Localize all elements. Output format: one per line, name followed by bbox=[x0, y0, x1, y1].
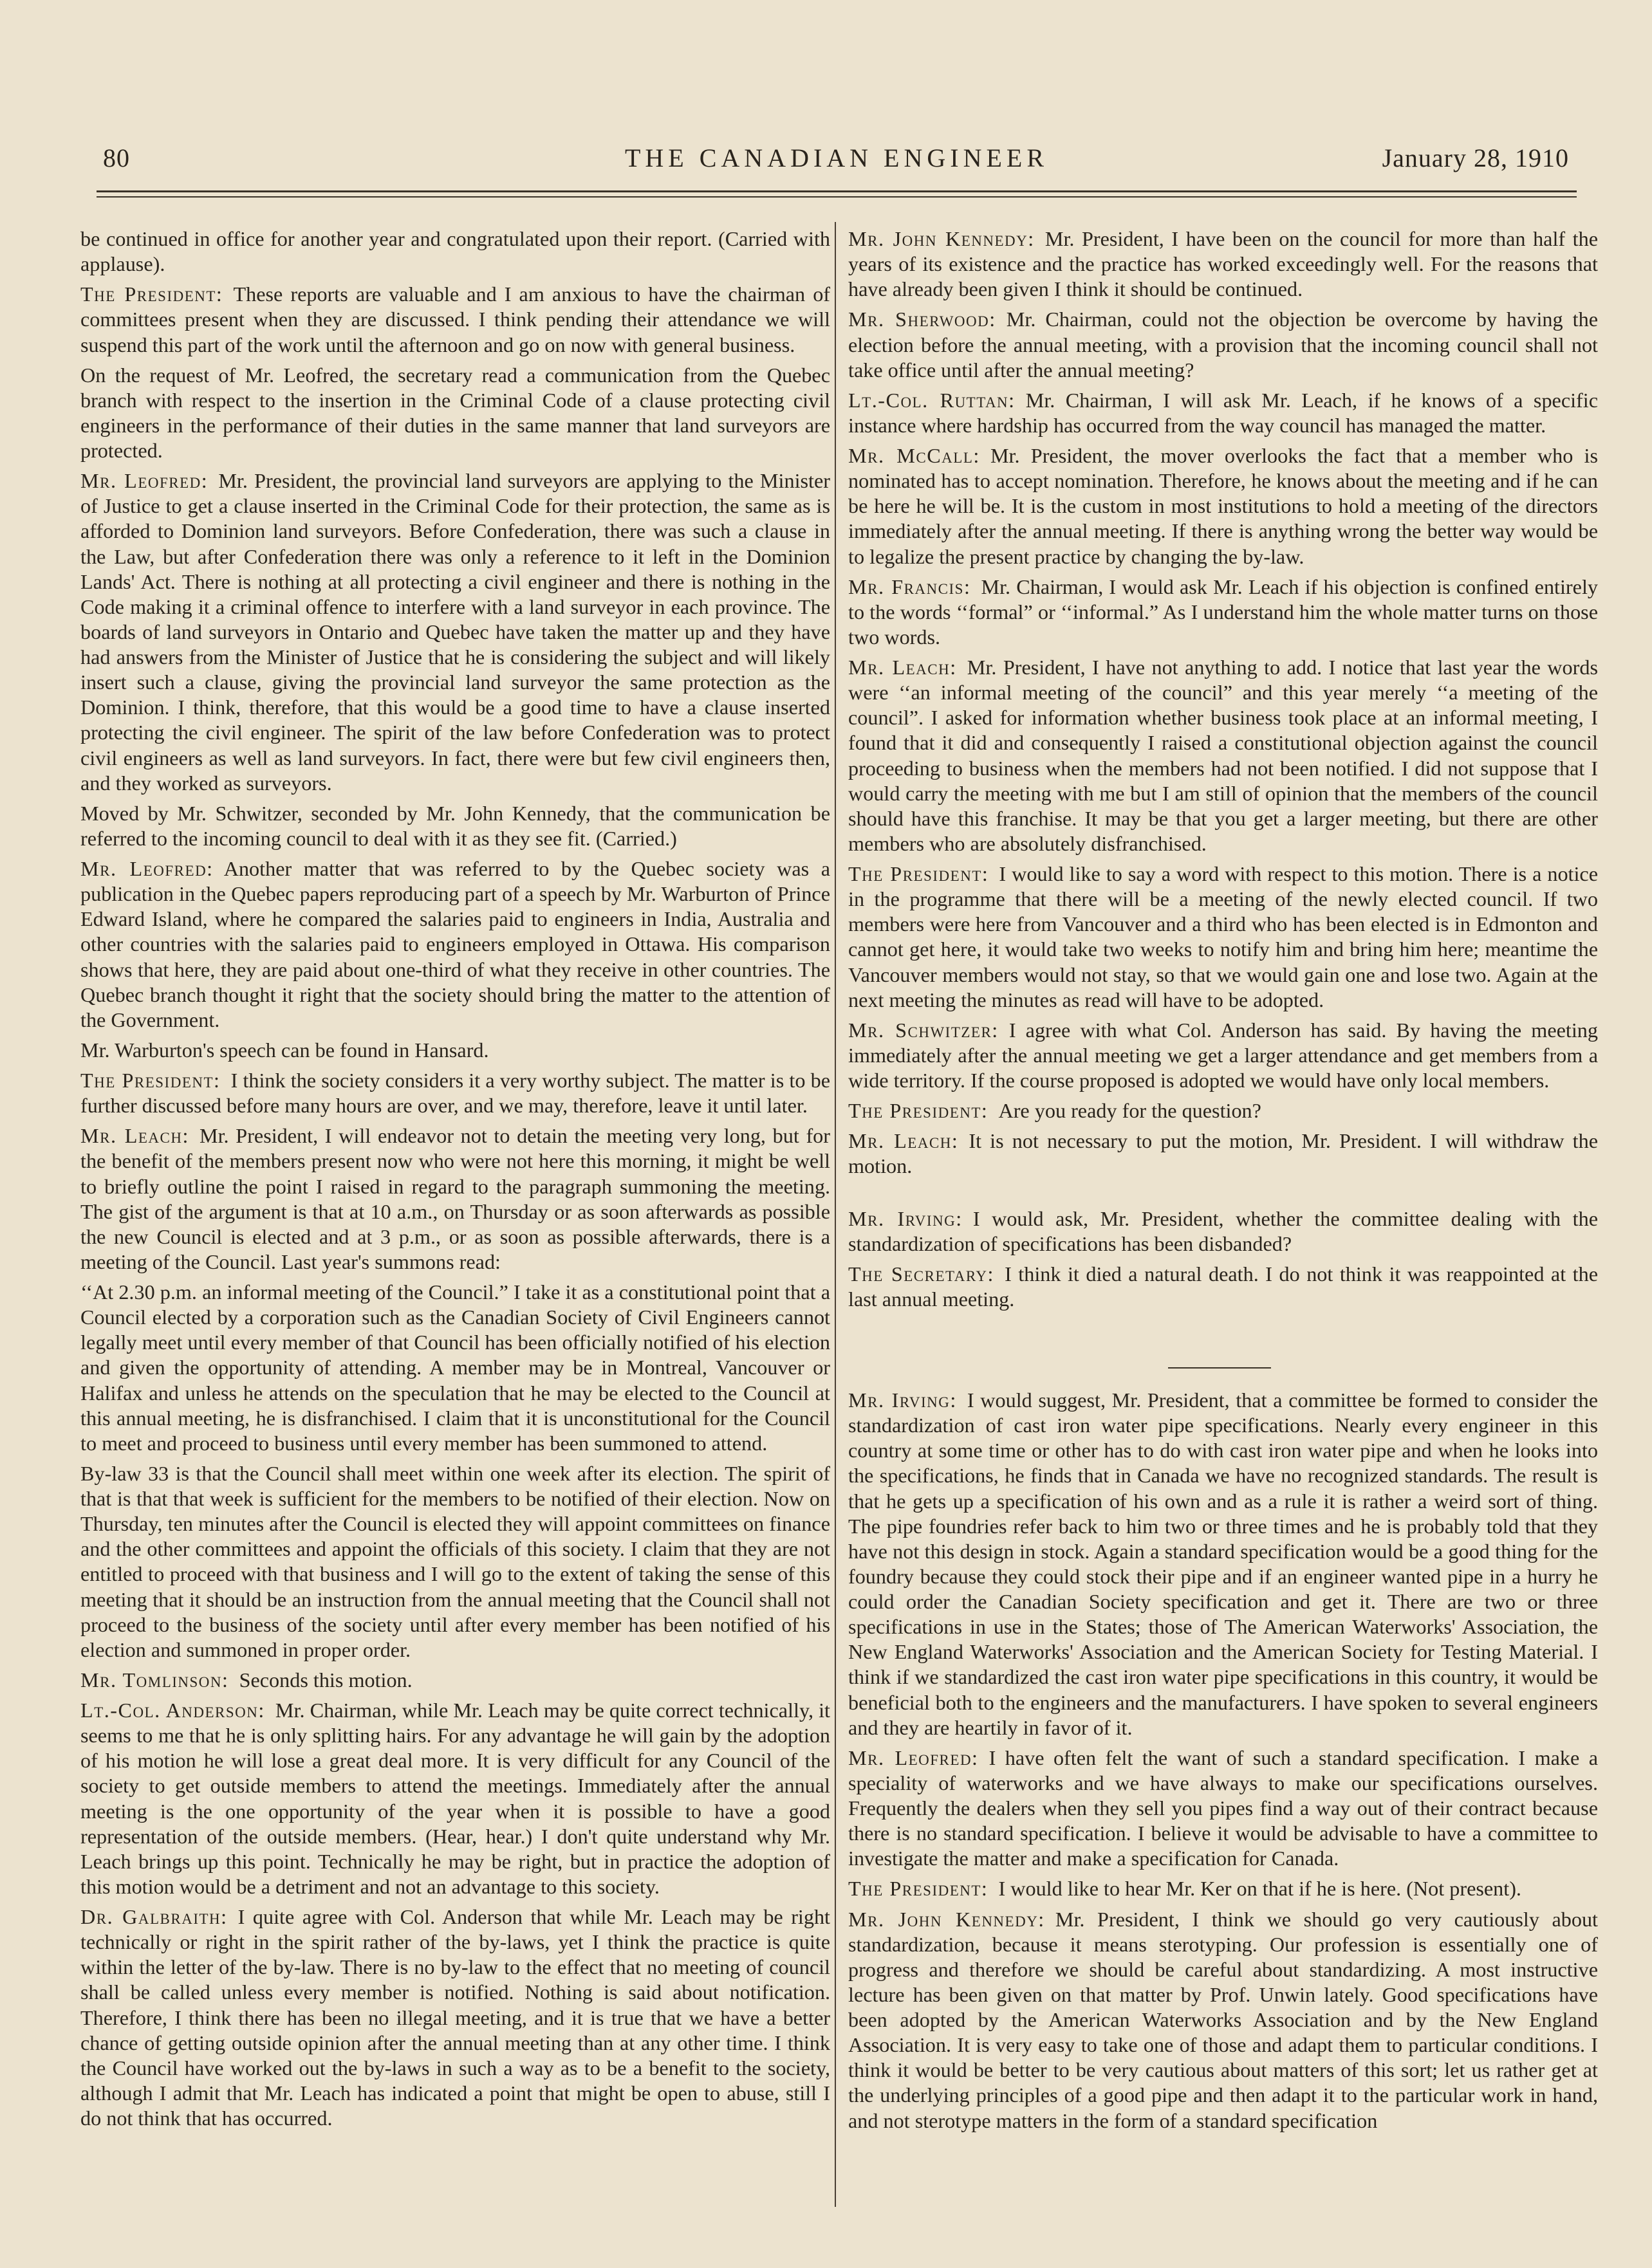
paragraph-text: By-law 33 is that the Council shall meet within one week after its election. The spirit of that is that that week is sufficient for the members to be notified of their election. Now on Thursday, ten minutes after the Council is elected they will appoint committees on finance and the other committees and appoint the officials of this society. I claim that they are not entitled to proceed with that business and I will go to the extent of taking the sense of this meeting that it should be an instruction from the annual meeting that the Council shall not proceed to the business of the society until after every member has been notified of his election and summoned in proper order. bbox=[80, 1461, 830, 1661]
section-separator bbox=[1168, 1367, 1271, 1369]
paragraph-text: Seconds this motion. bbox=[239, 1668, 413, 1692]
speaker-name: Mr. Leofred: bbox=[80, 857, 214, 880]
paragraph bbox=[848, 1206, 1598, 1257]
paragraph-text: Mr. President, I have not anything to add. I notice that last year the words were ‘‘an informal meeting of the council” and this year merely ‘‘a meeting of the council”. I asked for information whether business took place at an informal meeting, I found that it did and consequently I raised a constitutional objection against the council proceeding to business when the members had not been notified. I did not suppose that I would carry the meeting with me but I am still of opinion that the members of the council should have this franchise. It may be that you get a larger meeting, but there are other members who are absolutely disfranchised. bbox=[848, 656, 1598, 855]
running-header bbox=[97, 143, 1577, 179]
paragraph bbox=[80, 1904, 830, 2131]
issue-date: January 28, 1910 bbox=[1382, 143, 1569, 172]
paragraph bbox=[80, 226, 830, 277]
paragraph-text: Mr. President, the provincial land surveyors are applying to the Minister of Justice to get a clause inserted in the Criminal Code for their protection, the same as is afforded to Dominion land surveyors. Before Confederation, there was such a clause in the Law, but after Confederation there was only a reference to it left in the Dominion Lands' Act. There is nothing at all protecting a civil engineer and there is nothing in the Code making it a criminal offence to interfere with a land surveyor in each province. The boards of land surveyors in Ontario and Quebec have taken the matter up and they have had answers from the Minister of Justice that he is considering the subject and will likely insert such a clause, giving the provincial land surveyor the same protection as the Dominion. I think, therefore, that this would be a good time to have a clause inserted protecting the civil engineer. The spirit of the law before Confederation was to protect civil engineers as well as land surveyors. In fact, there were but few civil engineers then, and they worked as surveyors. bbox=[80, 469, 830, 795]
speaker-name: Mr. McCall: bbox=[848, 444, 980, 467]
paragraph-text: I think it died a natural death. I do not think it was reappointed at the last annual meeting. bbox=[848, 1262, 1598, 1311]
paragraph-text: ‘‘At 2.30 p.m. an informal meeting of the Council.” I take it as a constitutional point that a Council elected by a corporation such as the Canadian Society of Civil Engineers cannot legally meet until every member of that Council has been officially notified of his election and given the opportunity of attending. A member may be in Montreal, Vancouver or Halifax and unless he attends on the speculation that he may be elected to the Council at this annual meeting, he is disfranchised. I claim that it is unconstitutional for the Council to meet and proceed to business until every member has been summoned to attend. bbox=[80, 1280, 830, 1455]
paragraph-text: I think the society considers it a very worthy subject. The matter is to be further discussed before many hours are over, and we may, therefore, leave it until later. bbox=[80, 1069, 830, 1118]
paragraph bbox=[848, 575, 1598, 650]
paragraph bbox=[80, 282, 830, 357]
paragraph-text: be continued in office for another year and congratulated upon their report. (Carried with applause). bbox=[80, 227, 830, 276]
speaker-name: Mr. Leach: bbox=[848, 1129, 959, 1153]
paragraph bbox=[848, 443, 1598, 569]
paragraph bbox=[80, 1698, 830, 1899]
paragraph-text: Mr. President, the mover overlooks the fact that a member who is nominated has to accept nomination. Therefore, he knows about the meeting and if he can be here he will be. It is the custom in most institutions to hold a meeting of the directors immediately after the annual meeting. If there is anything wrong the better way would be to legalize the present practice by changing the by-law. bbox=[848, 444, 1598, 568]
right-column bbox=[848, 226, 1598, 2208]
speaker-name: The President: bbox=[80, 1069, 221, 1092]
header-rule-thin bbox=[97, 196, 1577, 198]
speaker-name: Mr. Schwitzer: bbox=[848, 1018, 999, 1042]
paragraph-text: Mr. President, I think we should go very cautiously about standardization, because it means sterotyping. Our profession is essentially one of progress and therefore we should be careful about standardizing. A most instructive lecture has been given on that matter by Prof. Unwin lately. Good specifications have been adopted by the American Waterworks Association and by the New England Association. It is very easy to take one of those and adapt them to particular conditions. I think it would be better to be very cautious about matters of this sort; let us rather get at the underlying principles of a good pipe and then adapt it to the particular work in hand, and not sterotype matters in the form of a standard specification bbox=[848, 1907, 1598, 2132]
paragraph bbox=[848, 1388, 1598, 1740]
paragraph bbox=[80, 1461, 830, 1663]
paragraph bbox=[848, 1018, 1598, 1093]
paragraph bbox=[848, 1907, 1598, 2134]
paragraph-text: Are you ready for the question? bbox=[998, 1099, 1261, 1123]
paragraph bbox=[80, 1280, 830, 1456]
speaker-name: The President: bbox=[80, 282, 223, 306]
paragraph-text: I have often felt the want of such a standard specification. I make a speciality of waterworks and we have always to make our specifications ourselves. Frequently the dealers when they sell you pipes find a way out of their contract because there is no standard specification. I believe it would be advisable to have a committee to investigate the matter and make a specification for Canada. bbox=[848, 1746, 1598, 1870]
header-rule-thick bbox=[97, 190, 1577, 192]
speaker-name: The President: bbox=[848, 1099, 988, 1123]
paragraph bbox=[848, 1262, 1598, 1312]
paragraph bbox=[848, 1746, 1598, 1872]
paragraph-text: Mr. President, I will endeavor not to detain the meeting very long, but for the benefit of the members present now who were not here this morning, it might be well to briefly outline the point I raised in regard to the paragraph summoning the meeting. The gist of the argument is that at 10 a.m., on Thursday or as soon afterwards as possible the new Council is elected and at 3 p.m., or as soon as possible afterwards, there is a meeting of the Council. Last year's summons read: bbox=[80, 1124, 830, 1273]
paragraph-gap bbox=[848, 1185, 1598, 1206]
speaker-name: The President: bbox=[848, 862, 989, 885]
speaker-name: Mr. Leach: bbox=[848, 656, 957, 679]
paragraph bbox=[848, 1098, 1598, 1123]
paragraph-text: Mr. Chairman, I would ask Mr. Leach if his objection is confined entirely to the words ‘‘formal” or ‘‘informal.” As I understand him the whole matter turns on those two words. bbox=[848, 575, 1598, 649]
paragraph-text: I would like to say a word with respect to this motion. There is a notice in the programme that there will be a meeting of the newly elected council. If two members were here from Vancouver and a third who has been elected is in Edmonton and cannot get here, it would take two weeks to notify him and bring him here; meantime the Vancouver members would not stay, so that we would gain one and lose two. Again at the next meeting the minutes as read will have to be adopted. bbox=[848, 862, 1598, 1011]
paragraph bbox=[80, 363, 830, 464]
paragraph-gap bbox=[848, 1317, 1598, 1388]
paragraph bbox=[848, 388, 1598, 438]
speaker-name: Mr. Irving: bbox=[848, 1206, 963, 1230]
paragraph bbox=[80, 801, 830, 851]
paragraph-text: Mr. Chairman, could not the objection be overcome by having the election before the annual meeting, with a provision that the incoming council shall not take office until after the annual meeting? bbox=[848, 308, 1598, 382]
speaker-name: Mr. Francis: bbox=[848, 575, 971, 598]
speaker-name: Mr. Leach: bbox=[80, 1124, 189, 1148]
paragraph-text: Another matter that was referred to by the Quebec society was a publication in the Quebec papers reproducing part of a speech by Mr. Warburton of Prince Edward Island, where he compared the salaries paid to engineers in India, Australia and other countries with the salaries paid to engineers employed in Ottawa. His comparison shows that here, they are paid about one-third of what they receive in other countries. The Quebec branch thought it right that the society should bring the matter to the attention of the Government. bbox=[80, 857, 830, 1031]
paragraph-text: I would suggest, Mr. President, that a committee be formed to consider the standardization of cast iron water pipe specifications. Nearly every engineer in this country at some time or other has to do with cast iron water pipe and when he looks into the specifications, he finds that in Canada we have no recognized standards. The result is that he gets up a specification of his own and as a rule it is rather a weird sort of thing. The pipe foundries refer back to him two or three times and he is probably told that they have not this design in stock. Again a standard specification would be a good thing for the foundry because they could stock their pipe and if an engineer wanted pipe in a hurry he could order the Canadian Society specification and get it. There are two or three specifications in use in the States; those of The American Waterworks' Association, the New England Waterworks' Association and the American Society for Testing Material. I think if we standardized the cast iron water pipe specifications in this country, it would be beneficial both to the engineers and the manufacturers. I have spoken to several engineers and they are heartily in favor of it. bbox=[848, 1388, 1598, 1739]
paragraph-text: On the request of Mr. Leofred, the secretary read a communication from the Quebec branch with respect to the insertion in the Criminal Code of a clause protecting civil engineers in the performance of their duties in the same manner that land surveyors are protected. bbox=[80, 363, 830, 462]
column-divider bbox=[835, 222, 836, 2207]
paragraph bbox=[80, 1123, 830, 1275]
paragraph-text: Mr. Chairman, while Mr. Leach may be quite correct technically, it seems to me that he is only splitting hairs. For any advantage he will gain by the adoption of his motion he will lose a great deal more. It is very difficult for any Council of the society to get outside members to attend the meetings. Immediately after the annual meeting is the one opportunity of the year when it is possible to have a good representation of the outside members. (Hear, hear.) I don't quite understand why Mr. Leach brings up this point. Technically he may be right, but in practice the adoption of this motion would be a detriment and not an advantage to this society. bbox=[80, 1699, 830, 1898]
page-number: 80 bbox=[103, 143, 130, 172]
paragraph bbox=[848, 1876, 1598, 1901]
speaker-name: Mr. Irving: bbox=[848, 1388, 957, 1412]
left-column bbox=[80, 226, 830, 2208]
paragraph-text: I agree with what Col. Anderson has said. By having the meeting immediately after the annual meeting we get a larger attendance and get members from a wide territory. If the course proposed is adopted we would have only local members. bbox=[848, 1018, 1598, 1092]
paragraph bbox=[848, 226, 1598, 302]
journal-title: THE CANADIAN ENGINEER bbox=[624, 143, 1049, 172]
paragraph-text: I would like to hear Mr. Ker on that if he is here. (Not present). bbox=[998, 1877, 1521, 1901]
speaker-name: Mr. Tomlinson: bbox=[80, 1668, 229, 1692]
speaker-name: Mr. Sherwood: bbox=[848, 308, 996, 331]
speaker-name: The Secretary: bbox=[848, 1262, 994, 1286]
paragraph bbox=[848, 655, 1598, 856]
paragraph bbox=[80, 1068, 830, 1118]
paragraph-text: I would ask, Mr. President, whether the committee dealing with the standardization of specifications has been disbanded? bbox=[848, 1206, 1598, 1255]
paragraph-text: Mr. Chairman, I will ask Mr. Leach, if he knows of a specific instance where hardship has occurred from the way council has managed the matter. bbox=[848, 388, 1598, 437]
paragraph-text: Mr. Warburton's speech can be found in Hansard. bbox=[80, 1038, 489, 1062]
paragraph-text: Mr. President, I have been on the council for more than half the years of its existence and the practice has worked exceedingly well. For the reasons that have already been given I think it should be continued. bbox=[848, 227, 1598, 301]
speaker-name: Lt.-Col. Anderson: bbox=[80, 1699, 265, 1722]
paragraph bbox=[848, 1129, 1598, 1179]
paragraph-text: Moved by Mr. Schwitzer, seconded by Mr. John Kennedy, that the communication be referred to the incoming council to deal with it as they see fit. (Carried.) bbox=[80, 801, 830, 850]
speaker-name: Dr. Galbraith: bbox=[80, 1905, 228, 1928]
paragraph bbox=[80, 1668, 830, 1693]
paragraph bbox=[80, 468, 830, 796]
speaker-name: Mr. John Kennedy: bbox=[848, 227, 1035, 250]
speaker-name: Mr. John Kennedy: bbox=[848, 1907, 1045, 1931]
paragraph bbox=[80, 856, 830, 1033]
paragraph bbox=[80, 1038, 830, 1063]
paragraph-text: These reports are valuable and I am anxious to have the chairman of committees present when they are discussed. I think pending their attendance we will suspend this part of the work until the afternoon and go on now with general business. bbox=[80, 282, 830, 356]
speaker-name: The President: bbox=[848, 1877, 988, 1901]
paragraph bbox=[848, 862, 1598, 1013]
speaker-name: Mr. Leofred: bbox=[848, 1746, 979, 1769]
paragraph-text: I quite agree with Col. Anderson that while Mr. Leach may be right technically or right in the spirit rather of the by-laws, yet I think the practice is quite within the letter of the by-law. There is no by-law to the effect that no meeting of council shall be called unless every member is notified. Nothing is said about notification. Therefore, I think there has been no illegal meeting, and it is true that we have a better chance of getting outside opinion after the annual meeting than at any other time. I think the Council have worked out the by-laws in such a way as to be a benefit to the society, although I admit that Mr. Leach has indicated a point that might be open to abuse, still I do not think that has occurred. bbox=[80, 1905, 830, 2130]
paragraph bbox=[848, 307, 1598, 382]
speaker-name: Mr. Leofred: bbox=[80, 469, 209, 493]
paragraph-text: It is not necessary to put the motion, Mr. President. I will withdraw the motion. bbox=[848, 1129, 1598, 1178]
speaker-name: Lt.-Col. Ruttan: bbox=[848, 388, 1016, 412]
